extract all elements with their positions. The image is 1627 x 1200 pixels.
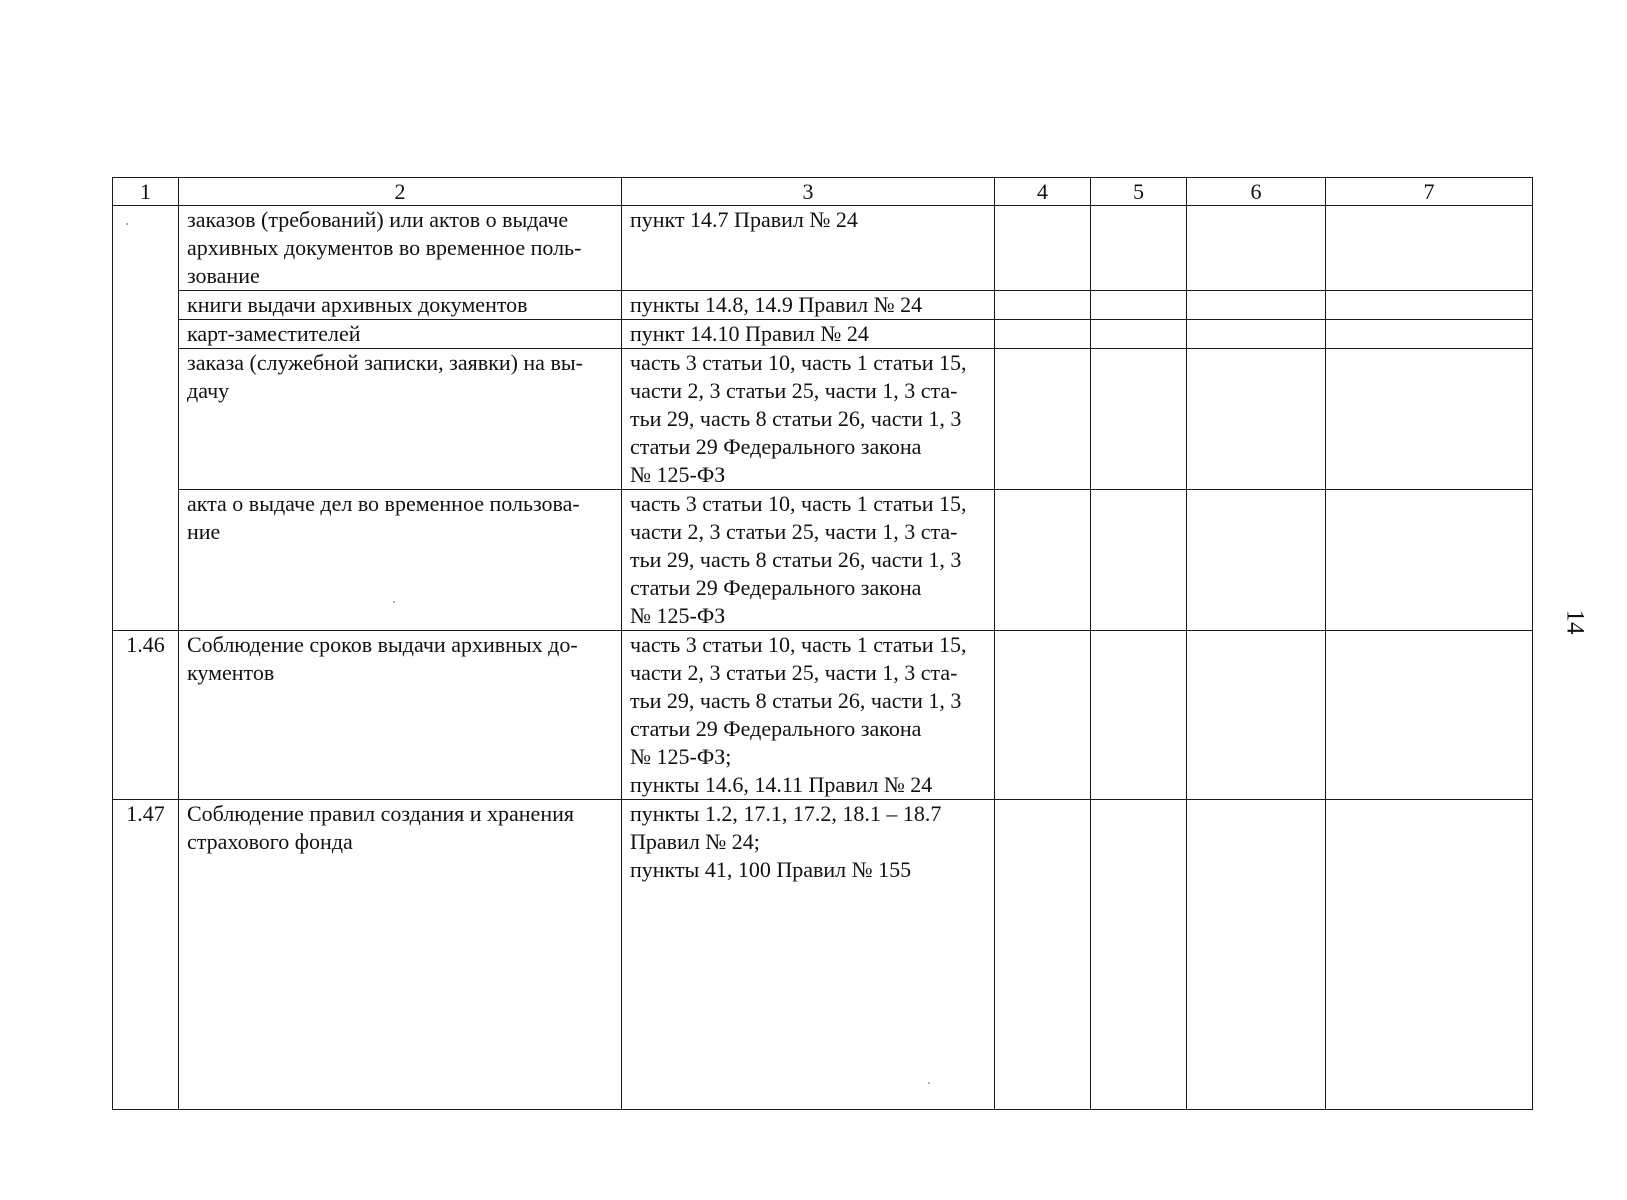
empty-cell: [1326, 490, 1533, 631]
table-row: [113, 291, 1533, 320]
empty-cell: [1091, 631, 1187, 800]
inspection-table: [112, 177, 1533, 1110]
row-basis: пункты 1.2, 17.1, 17.2, 18.1 – 18.7 Правил № 24; пункты 41, 100 Правил № 155: [622, 800, 995, 1110]
empty-cell: [1091, 349, 1187, 490]
empty-cell: [1187, 490, 1326, 631]
header-cell: 6: [1187, 178, 1326, 206]
empty-cell: [995, 800, 1091, 1110]
row-subject: Соблюдение сроков выдачи архивных до- кументов: [179, 631, 622, 800]
header-cell: 2: [179, 178, 622, 206]
scan-speck: [126, 223, 128, 225]
empty-cell: [1326, 631, 1533, 800]
table-row: [113, 631, 1533, 800]
empty-cell: [1187, 800, 1326, 1110]
empty-cell: [1326, 320, 1533, 349]
empty-cell: [995, 349, 1091, 490]
empty-cell: [1326, 206, 1533, 291]
table-row: [113, 349, 1533, 490]
table-row: [113, 320, 1533, 349]
row-basis: часть 3 статьи 10, часть 1 статьи 15, части 2, 3 статьи 25, части 1, 3 ста- тьи 29, часть 8 статьи 26, части 1, 3 статьи 29 Федерального закона № 125-ФЗ: [622, 490, 995, 631]
row-subject: книги выдачи архивных документов: [179, 291, 622, 320]
row-number: [113, 490, 179, 631]
empty-cell: [1091, 206, 1187, 291]
row-basis: часть 3 статьи 10, часть 1 статьи 15, части 2, 3 статьи 25, части 1, 3 ста- тьи 29, часть 8 статьи 26, части 1, 3 статьи 29 Федерального закона № 125-ФЗ; пункты 14.6, 14.11 Правил № 24: [622, 631, 995, 800]
row-number: [113, 291, 179, 320]
row-number: 1.47: [113, 800, 179, 1110]
empty-cell: [1187, 320, 1326, 349]
header-cell: 3: [622, 178, 995, 206]
row-number: [113, 349, 179, 490]
empty-cell: [1091, 320, 1187, 349]
empty-cell: [1187, 291, 1326, 320]
row-basis: пункт 14.10 Правил № 24: [622, 320, 995, 349]
empty-cell: [1187, 206, 1326, 291]
empty-cell: [995, 631, 1091, 800]
row-subject: Соблюдение правил создания и хранения страхового фонда: [179, 800, 622, 1110]
row-basis: часть 3 статьи 10, часть 1 статьи 15, части 2, 3 статьи 25, части 1, 3 ста- тьи 29, часть 8 статьи 26, части 1, 3 статьи 29 Федерального закона № 125-ФЗ: [622, 349, 995, 490]
row-basis: пункт 14.7 Правил № 24: [622, 206, 995, 291]
row-basis: пункты 14.8, 14.9 Правил № 24: [622, 291, 995, 320]
row-subject: карт-заместителей: [179, 320, 622, 349]
page-number: 14: [1561, 609, 1589, 635]
table-header-row: [113, 178, 1533, 206]
table-row: [113, 800, 1533, 1110]
empty-cell: [1326, 349, 1533, 490]
empty-cell: [995, 206, 1091, 291]
row-number: [113, 320, 179, 349]
empty-cell: [1326, 800, 1533, 1110]
header-cell: 4: [995, 178, 1091, 206]
empty-cell: [1187, 631, 1326, 800]
empty-cell: [1091, 291, 1187, 320]
row-subject: заказа (служебной записки, заявки) на вы- дачу: [179, 349, 622, 490]
row-subject: заказов (требований) или актов о выдаче архивных документов во временное поль- зование: [179, 206, 622, 291]
scan-speck: [928, 1082, 930, 1084]
scan-speck: [393, 601, 395, 603]
table-row: [113, 490, 1533, 631]
table-row: [113, 206, 1533, 291]
header-cell: 7: [1326, 178, 1533, 206]
row-number: [113, 206, 179, 291]
header-cell: 5: [1091, 178, 1187, 206]
row-number: 1.46: [113, 631, 179, 800]
header-cell: 1: [113, 178, 179, 206]
row-subject: акта о выдаче дел во временное пользова- ние: [179, 490, 622, 631]
empty-cell: [1091, 490, 1187, 631]
empty-cell: [1187, 349, 1326, 490]
empty-cell: [995, 490, 1091, 631]
empty-cell: [995, 291, 1091, 320]
empty-cell: [1326, 291, 1533, 320]
empty-cell: [995, 320, 1091, 349]
empty-cell: [1091, 800, 1187, 1110]
